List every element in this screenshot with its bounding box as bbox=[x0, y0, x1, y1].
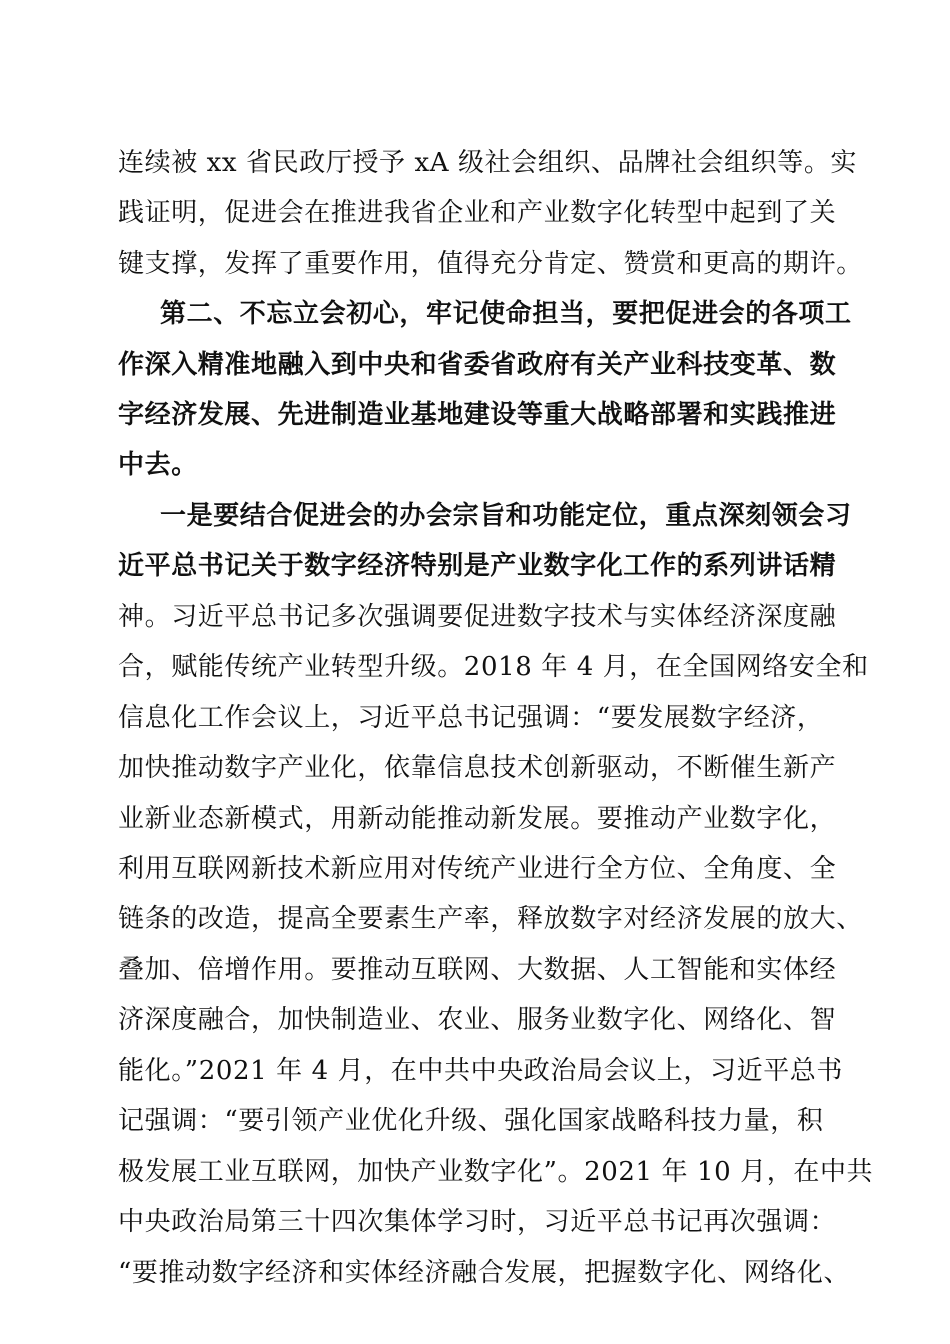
text-line: 合，赋能传统产业转型升级。2018 年 4 月，在全国网络安全和 bbox=[118, 652, 869, 682]
text-line: 中央政治局第三十四次集体学习时，习近平总书记再次强调： bbox=[118, 1207, 837, 1237]
text-line: 信息化工作会议上，习近平总书记强调：“要发展数字经济， bbox=[118, 703, 824, 733]
text-line: 链条的改造，提高全要素生产率，释放数字对经济发展的放大、 bbox=[118, 904, 863, 934]
section-heading-line: 字经济发展、先进制造业基地建设等重大战略部署和实践推进 bbox=[118, 400, 837, 430]
text-line: 能化。”2021 年 4 月，在中共中央政治局会议上，习近平总书 bbox=[118, 1056, 843, 1086]
text-line: 利用互联网新技术新应用对传统产业进行全方位、全角度、全 bbox=[118, 854, 837, 884]
text-line: 极发展工业互联网，加快产业数字化”。2021 年 10 月，在中共 bbox=[118, 1157, 874, 1187]
subheading-line: 近平总书记关于数字经济特别是产业数字化工作的系列讲话精 bbox=[118, 551, 837, 581]
text-line: “要推动数字经济和实体经济融合发展，把握数字化、网络化、 bbox=[118, 1258, 851, 1288]
text-line: 神。习近平总书记多次强调要促进数字技术与实体经济深度融 bbox=[118, 602, 837, 632]
subheading-line: 一是要结合促进会的办会宗旨和功能定位，重点深刻领会习 bbox=[160, 501, 852, 531]
section-heading-line: 作深入精准地融入到中央和省委省政府有关产业科技变革、数 bbox=[118, 350, 837, 380]
text-line: 记强调：“要引领产业优化升级、强化国家战略科技力量，积 bbox=[118, 1106, 824, 1136]
text-line: 济深度融合，加快制造业、农业、服务业数字化、网络化、智 bbox=[118, 1005, 837, 1035]
text-line: 践证明，促进会在推进我省企业和产业数字化转型中起到了关 bbox=[118, 198, 837, 228]
section-heading-line: 中去。 bbox=[118, 450, 198, 480]
text-line: 连续被 xx 省民政厅授予 xA 级社会组织、品牌社会组织等。实 bbox=[118, 148, 858, 178]
text-line: 叠加、倍增作用。要推动互联网、大数据、人工智能和实体经 bbox=[118, 955, 837, 985]
text-line: 业新业态新模式，用新动能推动新发展。要推动产业数字化， bbox=[118, 804, 837, 834]
section-heading-line: 第二、不忘立会初心，牢记使命担当，要把促进会的各项工 bbox=[160, 299, 852, 329]
text-line: 加快推动数字产业化，依靠信息技术创新驱动，不断催生新产 bbox=[118, 753, 837, 783]
text-line: 键支撑，发挥了重要作用，值得充分肯定、赞赏和更高的期许。 bbox=[118, 249, 863, 279]
